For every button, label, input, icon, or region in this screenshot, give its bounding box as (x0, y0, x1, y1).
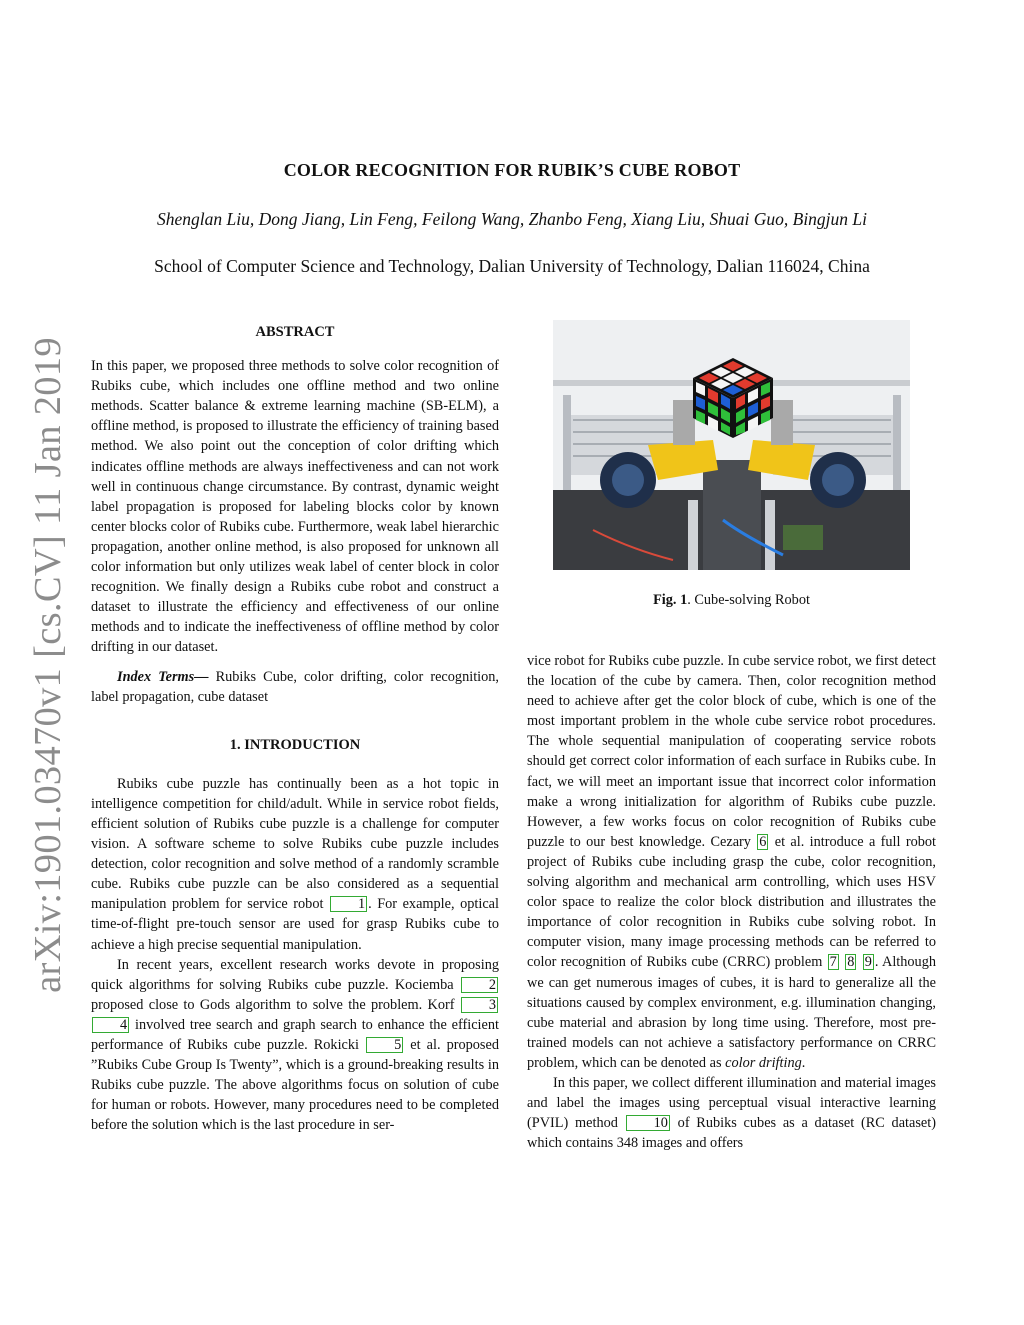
figure-caption (527, 592, 936, 609)
figure-label: Fig. 1 (653, 592, 688, 608)
index-terms (91, 667, 499, 707)
author-list: Shenglan Liu, Dong Jiang, Lin Feng, Feilong Wang, Zhanbo Feng, Xiang Liu, Shuai Guo, Bingjun Li (156, 209, 868, 229)
citation-link[interactable]: 4 (92, 1017, 129, 1033)
cube-robot-illustration (553, 320, 910, 570)
figure-caption-text: . Cube-solving Robot (687, 592, 810, 608)
right-column (527, 651, 936, 1153)
cube-robot-photo (553, 320, 910, 570)
intro-paragraph-2: In recent years, excellent research works devote in proposing quick algorithms for solving Rubiks cube puzzle. Kociemba 2 proposed close to Gods algorithm to solve the problem. Korf 3 4 involved tree search and graph search to enhance the efficient performance of Rubiks cube puzzle. Rokicki 5 et al. proposed ”Rubiks Cube Group Is Twenty”, which is a ground-breaking results in Rubiks cube puzzle. The above algorithms focus on solution of cube for human or robots. However, many procedures need to be completed before the solution which is the last procedure in ser- (91, 956, 499, 1134)
citation-link[interactable]: 7 (829, 954, 837, 971)
abstract-heading: ABSTRACT (255, 324, 335, 340)
left-column (91, 322, 499, 1135)
citation-link[interactable]: 6 (759, 833, 767, 850)
citation-link[interactable]: 10 (626, 1115, 670, 1131)
citation-link[interactable]: 3 (461, 997, 498, 1013)
arxiv-identifier (27, 337, 69, 993)
abstract-text: In this paper, we proposed three methods to solve color recognition of Rubiks cube, which includes one offline method and two online methods. Scatter balance & extreme learning machine (SB-ELM), a offline method, is proposed to illustrate the efficiency of training based method. We also point out the conception of color drifting which indicates offline methods are always ineffectiveness and can not work well in continuous change circumstance. By contrast, dynamic weight label propagation is proposed for labeling blocks color by known center blocks color of Rubiks cube. Furthermore, weak label hierarchic propagation, another online method, is also proposed for unknown all color information but only utilizes weak label of center block in color recognition. We finally design a Rubiks cube robot and construct a dataset to illustrate the efficiency and effectiveness of our online methods and to indicate the ineffectiveness of offline method by color drifting in our dataset. (91, 358, 499, 656)
intro-paragraph-4: In this paper, we collect different illumination and material images and label the images using perceptual visual interactive learning (PVIL) method 10 of Rubiks cubes as a dataset (RC dataset) which contains 348 images and offers (527, 1074, 936, 1152)
intro-paragraph-3: vice robot for Rubiks cube puzzle. In cube service robot, we first detect the location of the cube by camera. Then, color recognition method need to achieve after get the color block of cube, which is one of the most important problem in the whole cube service robot procedures. The whole sequential manipulation of cooperating service robots should get correct color information of each surface in Rubiks cube. In fact, we will meet an important issue that incorrect color information make a wrong initialization for algorithm of Rubiks cube puzzle. However, a few works focus on color recognition of Rubiks cube puzzle to our best knowledge. Cezary 6 et al. introduce a full robot project of Rubiks cube including grasp the cube, color recognition, solving algorithm and mechanical arm controlling, which uses HSV color space to realize the color block distribution and illustrates the importance of color recognition in Rubiks cube solving robot. In computer vision, many image processing methods can be referred to color recognition of Rubiks cube (CRRC) problem 7 8 9 . Although we can get numerous images of cubes, it is hard to generalize all the situations caused by complex environment, e.g. illumination changing, cube material and abrasion by long time using. Therefore, most pre-trained models can not achieve a satisfactory performance on CRRC problem, which can be denoted as color drifting. (527, 653, 937, 1071)
citation-link[interactable]: 8 (847, 954, 855, 971)
index-terms-label: Index Terms— (117, 668, 209, 685)
arxiv-identifier-text: arXiv:1901.03470v1 [cs.CV] 11 Jan 2019 (27, 337, 69, 993)
citation-link[interactable]: 2 (461, 977, 498, 993)
paper-title: COLOR RECOGNITION FOR RUBIK’S CUBE ROBOT (283, 160, 741, 180)
intro-paragraph-1: Rubiks cube puzzle has continually been as a hot topic in intelligence competition for child/adult. While in service robot fields, efficient solution of Rubiks cube puzzle is a challenge for computer vision. A software scheme to solve Rubiks cube puzzle includes detection, color recognition and solve method of a randomly scramble cube. Rubiks cube puzzle can be also considered as a sequential manipulation problem for service robot 1 . For example, optical time-of-flight pre-touch sensor are used for grasp Rubiks cube to achieve a high precise sequential manipulation. (91, 775, 499, 953)
index-terms-text: Rubiks Cube, color drifting, color recognition, label propagation, cube dataset (91, 668, 500, 705)
affiliation: School of Computer Science and Technology, Dalian University of Technology, Dalian 116024, China (154, 256, 870, 276)
citation-link[interactable]: 5 (366, 1037, 403, 1053)
citation-link[interactable]: 1 (330, 896, 367, 912)
intro-heading: 1. INTRODUCTION (229, 736, 361, 753)
citation-link[interactable]: 9 (864, 954, 872, 971)
emphasis-term: color drifting (725, 1054, 802, 1071)
